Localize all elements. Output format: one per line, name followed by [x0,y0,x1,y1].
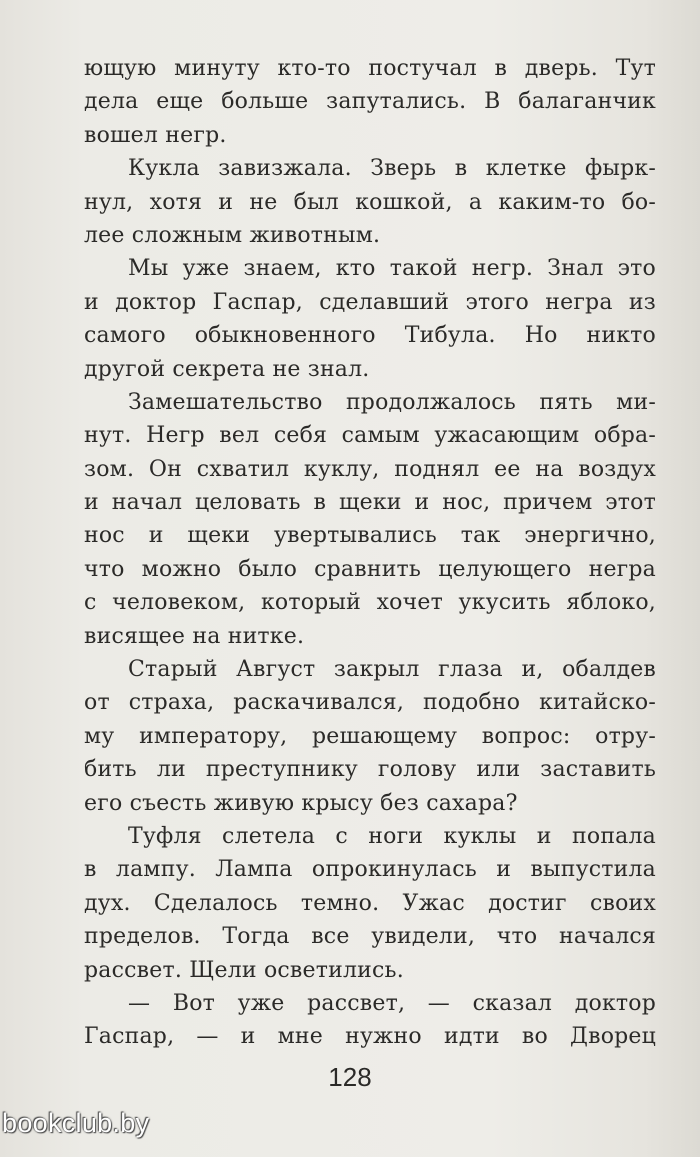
text-line: бить ли преступнику голову или заставить [84,757,656,783]
page-text [84,52,656,1054]
text-line: с человеком, который хочет укусить яблоко, [84,590,656,616]
page-number: 128 [328,1062,372,1092]
text-line: му императору, решающему вопрос: отру- [84,723,656,749]
text-line: нул, хотя и не был кошкой, а каким-то бо- [84,189,656,215]
text-line: его съесть живую крысу без сахара? [84,790,518,816]
text-line: — Вот уже рассвет, — сказал доктор [128,990,656,1016]
text-line: зом. Он схватил куклу, поднял ее на воздух [84,456,656,482]
text-line: и начал целовать в щеки и нос, причем этот [84,490,656,516]
text-line: вошел негр. [84,122,227,148]
text-line: пределов. Тогда все увидели, что начался [84,924,656,950]
text-line: самого обыкновенного Тибула. Но никто [84,323,656,349]
text-line: дела еще больше запутались. В балаганчик [84,89,656,115]
text-line: Туфля слетела с ноги куклы и попала [128,823,656,849]
text-line: другой секрета не знал. [84,356,370,382]
text-line: что можно было сравнить целующего негра [84,556,656,582]
text-line: ющую минуту кто-то постучал в дверь. Тут [84,56,656,81]
text-line: Гаспар, — и мне нужно идти во Дворец [84,1024,656,1050]
text-line: висящее на нитке. [84,623,305,649]
text-line: Мы уже знаем, кто такой негр. Знал это [128,256,656,282]
text-line: лее сложным животным. [84,222,381,248]
text-line: рассвет. Щели осветились. [84,957,404,983]
text-line: нут. Негр вел себя самым ужасающим обра- [84,423,656,449]
site-watermark: bookclub.by [2,1108,150,1138]
text-line: и доктор Гаспар, сделавший этого негра из [84,289,656,315]
text-line: дух. Сделалось темно. Ужас достиг своих [84,890,656,916]
text-line: Кукла завизжала. Зверь в клетке фырк- [128,156,656,182]
text-line: Старый Август закрыл глаза и, обалдев [128,657,656,683]
text-line: нос и щеки увертывались так энергично, [84,523,656,549]
text-line: в лампу. Лампа опрокинулась и выпустила [84,857,656,883]
text-line: Замешательство продолжалось пять ми- [128,389,656,415]
text-line: от страха, раскачивался, подобно китайско- [84,690,656,716]
